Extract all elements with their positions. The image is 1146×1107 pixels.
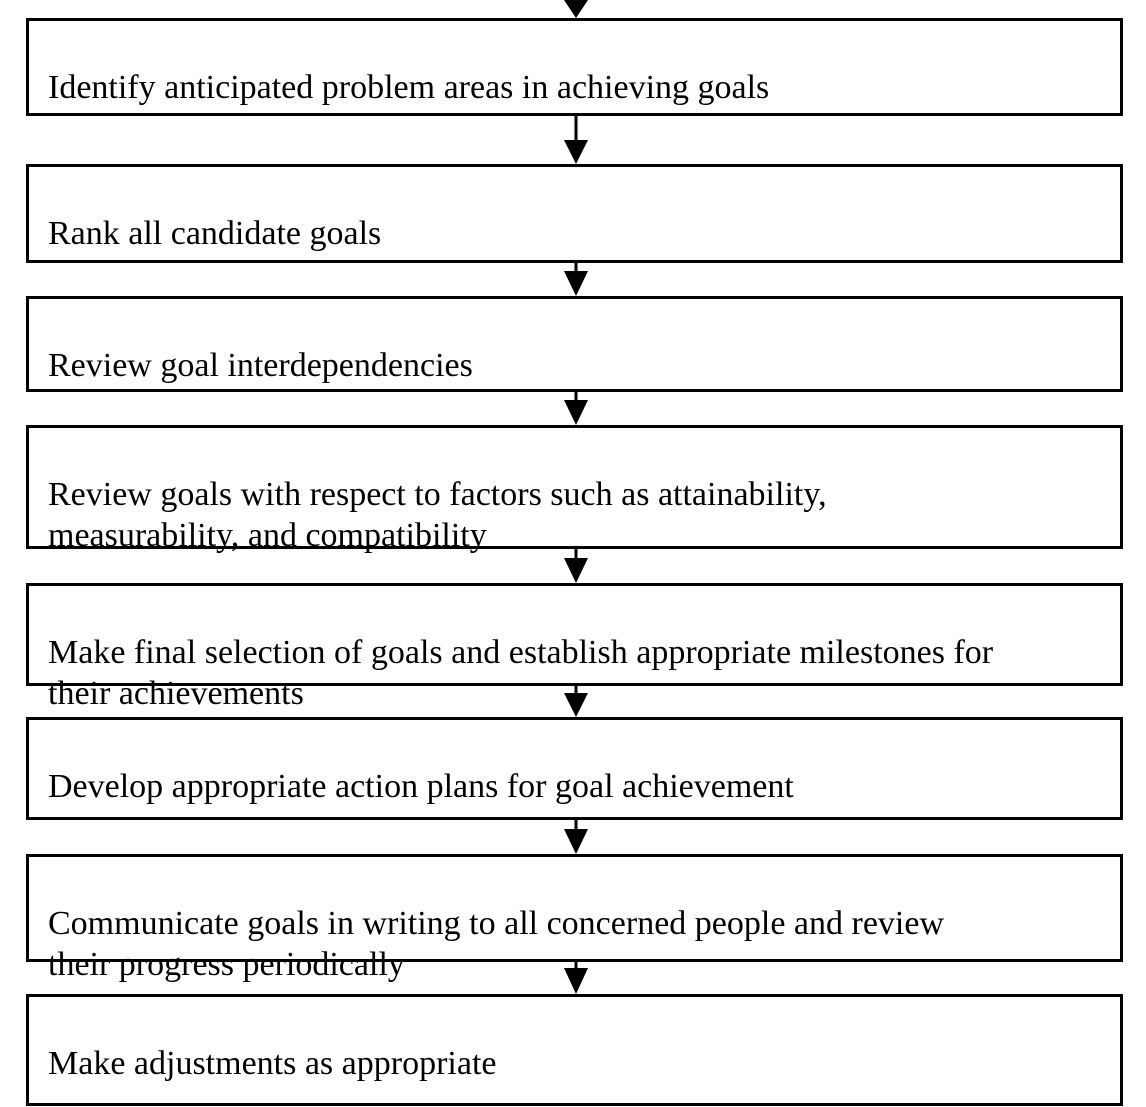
flow-step-label: Identify anticipated problem areas in achieving goals xyxy=(48,69,770,106)
flow-step-1 xyxy=(26,18,1123,116)
arrow-step-1-to-2 xyxy=(564,115,588,164)
flow-step-label: Make adjustments as appropriate xyxy=(48,1045,497,1082)
flow-step-label: Communicate goals in writing to all concerned people and review their progress periodically xyxy=(48,905,945,983)
flow-step-5 xyxy=(26,583,1123,712)
flow-step-label: Make final selection of goals and establish appropriate milestones for their achievements xyxy=(48,634,994,712)
flow-step-label: Review goals with respect to factors such as attainability, measurability, and compatibility xyxy=(48,476,827,554)
flow-step-3 xyxy=(26,296,1123,392)
arrow-step-3-to-4 xyxy=(564,391,588,425)
arrow-step-2-to-3 xyxy=(564,262,588,296)
arrow-step-6-to-7 xyxy=(564,819,588,854)
flow-step-label: Rank all candidate goals xyxy=(48,215,382,252)
flow-step-4 xyxy=(26,425,1123,554)
flow-step-2 xyxy=(26,164,1123,263)
flow-step-6 xyxy=(26,717,1123,820)
arrow-step-4-to-5 xyxy=(564,548,588,583)
flow-step-8 xyxy=(26,994,1123,1106)
flow-step-7 xyxy=(26,854,1123,983)
arrow-step-7-to-8 xyxy=(564,961,588,994)
flow-step-label: Develop appropriate action plans for goal achievement xyxy=(48,768,794,805)
incoming-arrow xyxy=(564,0,588,18)
arrow-step-5-to-6 xyxy=(564,685,588,717)
flow-step-label: Review goal interdependencies xyxy=(48,347,473,384)
